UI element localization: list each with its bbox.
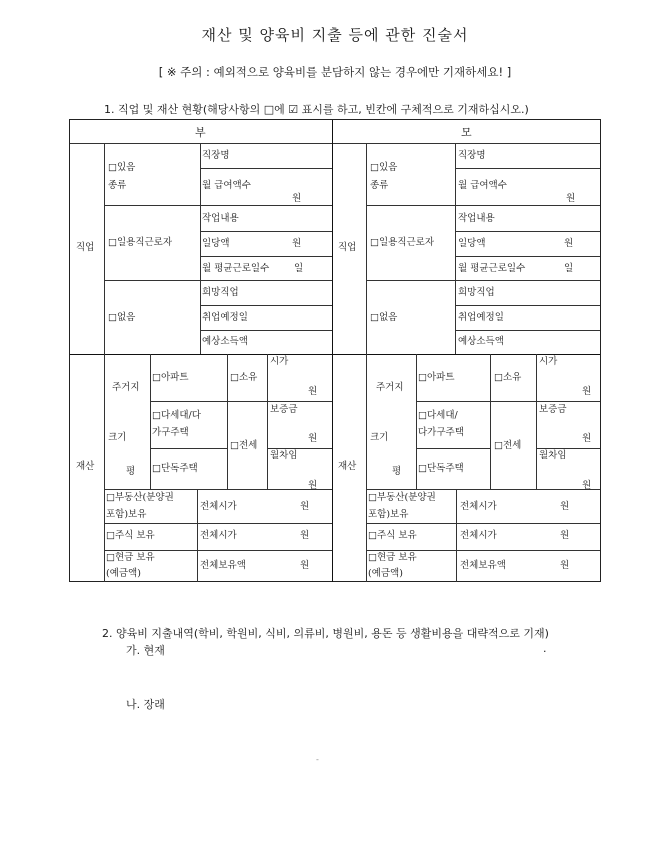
type-label: 종류: [108, 180, 127, 191]
stock-checkbox[interactable]: □주식 보유: [106, 530, 155, 541]
total-holding-label: 전체보유액: [200, 560, 246, 571]
row-line: [200, 256, 332, 257]
row-line: [104, 523, 332, 524]
none-checkbox[interactable]: □없음: [370, 312, 398, 323]
market-price-label: 시가: [270, 356, 289, 367]
expected-income-label: 예상소득액: [458, 336, 504, 347]
row-line: [366, 489, 600, 490]
row-line: [366, 550, 600, 551]
row-line: [366, 205, 600, 206]
real-estate-checkbox[interactable]: □부동산(분양권: [106, 492, 174, 503]
real-estate-label: 포함)보유: [368, 509, 409, 520]
dot-mark: .: [543, 642, 547, 655]
day-unit: 일: [564, 263, 574, 274]
desired-job-label: 희망직업: [458, 287, 495, 298]
size-label: 크기: [370, 432, 389, 443]
apartment-checkbox[interactable]: □아파트: [418, 372, 455, 383]
deposit-label: 보증금: [539, 404, 567, 415]
jeonse-checkbox[interactable]: □전세: [494, 440, 522, 451]
col-line: [227, 354, 228, 489]
label-col-line: [366, 143, 367, 582]
row-line: [267, 448, 332, 449]
current-label: 가. 현재: [126, 644, 165, 657]
row-line: [104, 550, 332, 551]
won-unit: 원: [300, 560, 310, 571]
row-line: [536, 401, 600, 402]
jeonse-checkbox[interactable]: □전세: [230, 440, 258, 451]
row-line: [200, 330, 332, 331]
row-line: [366, 523, 600, 524]
scan-mark: -: [316, 755, 319, 764]
expected-income-label: 예상소득액: [202, 336, 248, 347]
workplace-label: 직장명: [458, 150, 486, 161]
won-unit: 원: [582, 386, 592, 397]
cash-label: (예금액): [368, 568, 403, 579]
father-header: 부: [195, 126, 206, 139]
daily-worker-checkbox[interactable]: □일용직근로자: [370, 237, 435, 248]
pyeong-unit: 평: [392, 466, 402, 477]
property-label-mother: 재산: [338, 461, 357, 472]
won-unit: 원: [308, 480, 318, 491]
won-unit: 원: [308, 386, 318, 397]
monthly-rent-label: 월차임: [539, 450, 567, 461]
col-line: [197, 489, 198, 582]
cash-checkbox[interactable]: □현금 보유: [368, 552, 417, 563]
row-line: [267, 401, 332, 402]
stock-total-label: 전체시가: [200, 530, 237, 541]
col-line: [490, 354, 491, 489]
multi-family-label: 가구주택: [152, 427, 189, 438]
won-unit: 원: [582, 480, 592, 491]
deposit-label: 보증금: [270, 404, 298, 415]
planned-date-label: 취업예정일: [458, 312, 504, 323]
cash-checkbox[interactable]: □현금 보유: [106, 552, 155, 563]
daily-wage-label: 일당액: [458, 238, 486, 249]
center-divider: [332, 120, 333, 582]
won-unit: 원: [300, 501, 310, 512]
col-line: [416, 354, 417, 489]
multi-family-checkbox[interactable]: □다세대/다: [152, 410, 201, 421]
col-line: [150, 354, 151, 489]
won-unit: 원: [560, 560, 570, 571]
detached-checkbox[interactable]: □단독주택: [418, 463, 464, 474]
workdays-label: 월 평균근로일수: [458, 263, 526, 274]
won-unit: 원: [560, 530, 570, 541]
future-label: 나. 장래: [126, 698, 165, 711]
type-label: 종류: [370, 180, 389, 191]
row-line: [150, 401, 267, 402]
property-label-father: 재산: [76, 461, 95, 472]
won-unit: 원: [300, 530, 310, 541]
stock-checkbox[interactable]: □주식 보유: [368, 530, 417, 541]
row-line: [366, 280, 600, 281]
section-1-title: 1. 직업 및 재산 현황(해당사항의 □에 ☑ 표시를 하고, 빈칸에 구체적으로 기재하십시오.): [104, 103, 529, 116]
won-unit: 원: [292, 193, 302, 204]
row-line: [416, 448, 490, 449]
multi-family-label: 다가구주택: [418, 427, 464, 438]
total-market-label: 전체시가: [200, 501, 237, 512]
salary-label: 월 급여액수: [458, 180, 507, 191]
pyeong-unit: 평: [126, 466, 136, 477]
total-holding-label: 전체보유액: [460, 560, 506, 571]
document-title: 재산 및 양육비 지출 등에 관한 진술서: [201, 26, 469, 44]
daily-worker-checkbox[interactable]: □일용직근로자: [108, 237, 173, 248]
real-estate-label: 포함)보유: [106, 509, 147, 520]
cash-label: (예금액): [106, 568, 141, 579]
col-line: [456, 489, 457, 582]
notice: [ ※ 주의 : 예외적으로 양육비를 분담하지 않는 경우에만 기재하세요! ]: [158, 65, 512, 79]
own-checkbox[interactable]: □소유: [230, 372, 258, 383]
residence-label: 주거지: [112, 382, 140, 393]
multi-family-checkbox[interactable]: □다세대/: [418, 410, 458, 421]
field-col-line: [200, 143, 201, 354]
row-line: [455, 168, 600, 169]
won-unit: 원: [308, 433, 318, 444]
stock-total-label: 전체시가: [460, 530, 497, 541]
residence-label: 주거지: [376, 382, 404, 393]
market-price-label: 시가: [539, 356, 558, 367]
row-line: [150, 448, 227, 449]
own-checkbox[interactable]: □소유: [494, 372, 522, 383]
row-line: [455, 305, 600, 306]
col-line: [267, 354, 268, 489]
row-line: [455, 231, 600, 232]
employed-checkbox[interactable]: □있음: [370, 162, 398, 173]
none-checkbox[interactable]: □없음: [108, 312, 136, 323]
won-unit: 원: [566, 193, 576, 204]
salary-label: 월 급여액수: [202, 180, 251, 191]
section-2-title: 2. 양육비 지출내역(학비, 학원비, 식비, 의류비, 병원비, 용돈 등 생활비용을 대략적으로 기재): [102, 627, 549, 640]
monthly-rent-label: 월차임: [270, 450, 298, 461]
won-unit: 원: [292, 238, 302, 249]
row-line: [104, 205, 332, 206]
real-estate-checkbox[interactable]: □부동산(분양권: [368, 492, 436, 503]
daily-wage-label: 일당액: [202, 238, 230, 249]
workdays-label: 월 평균근로일수: [202, 263, 270, 274]
desired-job-label: 희망직업: [202, 287, 239, 298]
job-label-mother: 직업: [338, 242, 357, 253]
employed-checkbox[interactable]: □있음: [108, 162, 136, 173]
day-unit: 일: [294, 263, 304, 274]
job-label-father: 직업: [76, 242, 95, 253]
row-line: [200, 168, 332, 169]
mother-header: 모: [461, 126, 472, 139]
planned-date-label: 취업예정일: [202, 312, 248, 323]
size-label: 크기: [108, 432, 127, 443]
won-unit: 원: [582, 433, 592, 444]
label-col-line: [104, 143, 105, 582]
row-line: [455, 330, 600, 331]
detached-checkbox[interactable]: □단독주택: [152, 463, 198, 474]
row-line: [200, 231, 332, 232]
row-line: [536, 448, 600, 449]
row-line: [416, 401, 536, 402]
row-line: [104, 489, 332, 490]
col-line: [536, 354, 537, 489]
apartment-checkbox[interactable]: □아파트: [152, 372, 189, 383]
header-divider: [70, 143, 600, 144]
field-col-line: [455, 143, 456, 354]
status-table: [69, 119, 601, 582]
won-unit: 원: [560, 501, 570, 512]
workplace-label: 직장명: [202, 150, 230, 161]
total-market-label: 전체시가: [460, 501, 497, 512]
work-content-label: 작업내용: [458, 213, 495, 224]
row-line: [455, 256, 600, 257]
won-unit: 원: [564, 238, 574, 249]
work-content-label: 작업내용: [202, 213, 239, 224]
row-line: [200, 305, 332, 306]
row-line: [104, 280, 332, 281]
